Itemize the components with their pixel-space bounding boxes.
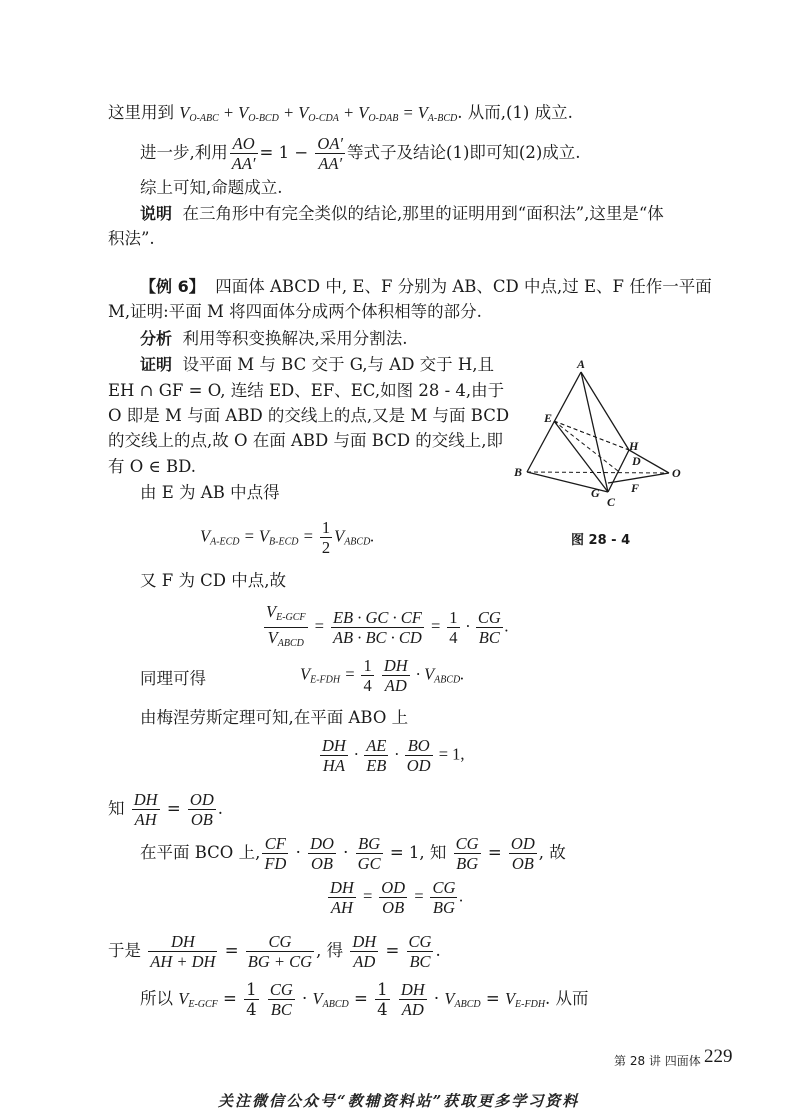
equation-then: 于是 $\frac{DH}{AH + DH}$ = $\frac{CG}{BG + CG}$ , 得 $\frac{DH}{AD}$ = $\frac{CG}{BC}$ . <box>108 932 441 971</box>
similarly-label: 同理可得 <box>140 669 206 688</box>
equation-e-fdh: $V_{E-FDH}$ = $\frac{1}{4}$ $\frac{DH}{AD}$ · $V_{ABCD}$. <box>300 656 465 695</box>
label-e: E <box>544 411 553 425</box>
watermark-text: 关注微信公众号“教辅资料站”获取更多学习资料 <box>218 1092 580 1110</box>
text-line-volume-sum: 这里用到 $V_{O-ABC} + V_{O-BCD} + V_{O-CDA} + V_{O-DAB} = V_{A-BCD}$. 从而,(1) 成立. <box>108 103 573 124</box>
equation-menelaus-abo: $\frac{DH}{HA}$ · $\frac{AE}{EB}$ · $\frac{BO}{OD}$ = 1, <box>322 736 465 775</box>
proof-line-5: 有 O ∈ BD. <box>108 457 196 476</box>
by-f-midpoint: 又 F 为 CD 中点,故 <box>140 571 287 590</box>
equation-menelaus-bco: 在平面 BCO 上, $\frac{CF}{FD}$ · $\frac{DO}{OB}$ · $\frac{BG}{GC}$ = 1, 知 $\frac{CG}{BG}$ = $\frac{OD}{OB}$ , 故 <box>140 834 566 873</box>
label-a: A <box>577 358 586 371</box>
line-bd-extended <box>527 472 669 473</box>
figure-caption: 图 28 - 4 <box>571 533 631 548</box>
tetrahedron-figure <box>505 358 705 518</box>
chapter-footer: 第 28 讲 四面体 <box>614 1054 701 1068</box>
proof-line-1: 证明 设平面 M 与 BC 交于 G,与 AD 交于 H,且 <box>140 355 495 374</box>
edge-cd <box>608 450 629 492</box>
analysis-line: 分析 利用等积变换解决,采用分割法. <box>140 329 408 348</box>
proof-label: 证明 <box>140 355 173 374</box>
page-number: 229 <box>704 1046 733 1067</box>
label-o: O <box>672 466 681 480</box>
equation-know-1: 知 $\frac{DH}{AH}$ = $\frac{OD}{OB}$ . <box>108 790 224 829</box>
label-f: F <box>631 481 640 495</box>
text-line-conclusion: 综上可知,命题成立. <box>140 178 283 197</box>
example-heading: 【例 6】 四面体 ABCD 中, E、F 分别为 AB、CD 中点,过 E、F 任作一平面 <box>140 277 712 296</box>
equation-half-volume: $V_{A-ECD} = V_{B-ECD}$ = $\frac{1}{2}$ $V_{ABCD}$. <box>200 518 375 557</box>
equation-chain: $\frac{DH}{AH}$ = $\frac{OD}{OB}$ = $\frac{CG}{BG}$ . <box>330 878 464 917</box>
example-text-2: M,证明:平面 M 将四面体分成两个体积相等的部分. <box>108 302 482 321</box>
note-label: 说明 <box>140 204 173 223</box>
label-g: G <box>591 486 600 500</box>
edge-ad <box>581 372 629 450</box>
label-c: C <box>607 495 616 509</box>
analysis-label: 分析 <box>140 329 173 348</box>
proof-line-3: O 即是 M 与面 ABD 的交线上的点,又是 M 与面 BCD <box>108 406 510 425</box>
text-line-further: 进一步,利用 $\frac{AO}{AA'}$ = 1 − $\frac{OA'}{AA'}$ 等式子及结论(1)即可知(2)成立. <box>140 134 581 173</box>
label-d: D <box>632 454 641 468</box>
equation-volume-ratio: $\frac{V_{E-GCF}}{V_{ABCD}}$ = $\frac{EB \cdot GC \cdot CF}{AB \cdot BC \cdot CD}$ = $\frac{1}{4}$ · $\frac{CG}{BC}$ . <box>266 602 509 649</box>
note-paragraph: 说明 在三角形中有完全类似的结论,那里的证明用到“面积法”,这里是“体 <box>140 204 664 223</box>
label-h: H <box>629 439 639 453</box>
note-continuation: 积法”. <box>108 229 155 248</box>
example-label: 【例 6】 <box>140 277 205 296</box>
by-e-midpoint: 由 E 为 AB 中点得 <box>140 483 280 502</box>
equation-so: 所以 $V_{E-GCF}$ = $\frac{1}{4}$ $\frac{CG}{BC}$ · $V_{ABCD}$ = $\frac{1}{4}$ $\frac{DH}{AD}$ · $V_{ABCD} = V_{E-FDH}$. 从而 <box>140 980 589 1019</box>
proof-line-2: EH ∩ GF = O, 连结 ED、EF、EC,如图 28 - 4,由于 <box>108 381 505 400</box>
proof-line-4: 的交线上的点,故 O 在面 ABD 与面 BCD 的交线上,即 <box>108 431 504 450</box>
label-b: B <box>514 465 523 479</box>
menelaus-line: 由梅涅劳斯定理可知,在平面 ABO 上 <box>140 708 409 727</box>
